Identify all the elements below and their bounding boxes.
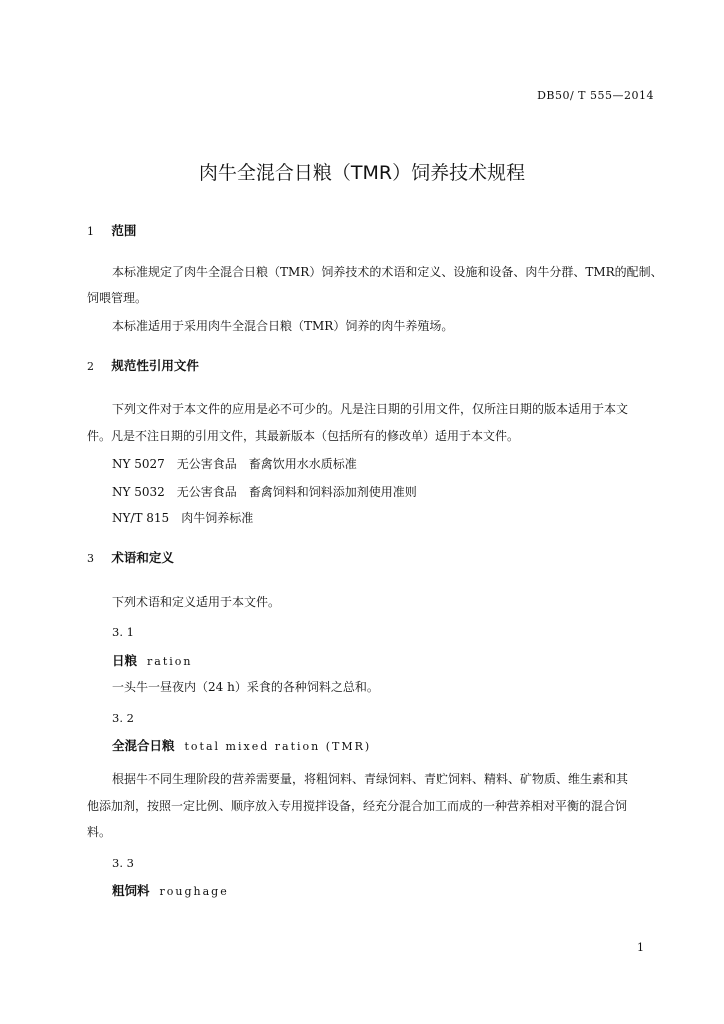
- term-3-2-definition-line-2: 他添加剂，按照一定比例、顺序放入专用搅拌设备，经充分混合加工而成的一种营养相对平衡的混合饲: [87, 799, 628, 813]
- section-2-para-1-line-2: 件。凡是不注日期的引用文件，其最新版本（包括所有的修改单）适用于本文件。: [87, 429, 520, 443]
- section-2-heading: [87, 356, 199, 374]
- reference-item: NY 5027 无公害食品 畜禽饮用水水质标准: [112, 457, 357, 471]
- term-3-1-number: 3. 1: [112, 625, 134, 639]
- page-number: 1: [637, 941, 644, 954]
- document-title: 肉牛全混合日粮（TMR）饲养技术规程: [198, 162, 526, 184]
- term-3-2-english: total mixed ration (TMR): [184, 740, 372, 753]
- term-3-2-term: 全混合日粮: [112, 738, 175, 753]
- term-3-2-number: 3. 2: [112, 711, 134, 725]
- term-3-2-heading: [112, 733, 371, 760]
- term-3-3-term: 粗饲料: [112, 883, 150, 898]
- section-3-number: 3: [87, 552, 94, 565]
- section-1-number: 1: [87, 225, 94, 238]
- term-3-2-definition-line-1: 根据牛不同生理阶段的营养需要量，将粗饲料、青绿饲料、青贮饲料、精料、矿物质、维生素和其: [112, 772, 629, 786]
- section-1-para-2: 本标准适用于采用肉牛全混合日粮（TMR）饲养的肉牛养殖场。: [112, 319, 454, 333]
- section-1-title: 范围: [111, 223, 137, 238]
- section-1-para-1-line-2: 饲喂管理。: [87, 291, 148, 305]
- section-1-para-1-line-1: 本标准规定了肉牛全混合日粮（TMR）饲养技术的术语和定义、设施和设备、肉牛分群、TMR的配制、: [112, 265, 663, 279]
- section-2-number: 2: [87, 360, 94, 373]
- section-3-intro: 下列术语和定义适用于本文件。: [112, 595, 281, 609]
- term-3-1-heading: [112, 648, 192, 675]
- term-3-3-english: roughage: [159, 885, 229, 898]
- term-3-3-heading: [112, 878, 229, 905]
- term-3-1-english: ration: [147, 655, 193, 668]
- term-3-1-term: 日粮: [112, 653, 138, 668]
- section-1-heading: [87, 221, 136, 239]
- term-3-2-definition-line-3: 料。: [87, 825, 112, 839]
- term-3-3-number: 3. 3: [112, 856, 134, 870]
- section-3-title: 术语和定义: [111, 550, 174, 565]
- standard-code: DB50/ T 555—2014: [537, 89, 654, 102]
- reference-item: NY 5032 无公害食品 畜禽饲料和饲料添加剂使用准则: [112, 485, 417, 499]
- reference-item: NY/T 815 肉牛饲养标准: [112, 511, 254, 525]
- section-3-heading: [87, 548, 174, 566]
- term-3-1-definition: 一头牛一昼夜内（24 h）采食的各种饲料之总和。: [112, 680, 379, 694]
- section-2-para-1-line-1: 下列文件对于本文件的应用是必不可少的。凡是注日期的引用文件，仅所注日期的版本适用于本文: [112, 402, 629, 416]
- section-2-title: 规范性引用文件: [111, 358, 199, 373]
